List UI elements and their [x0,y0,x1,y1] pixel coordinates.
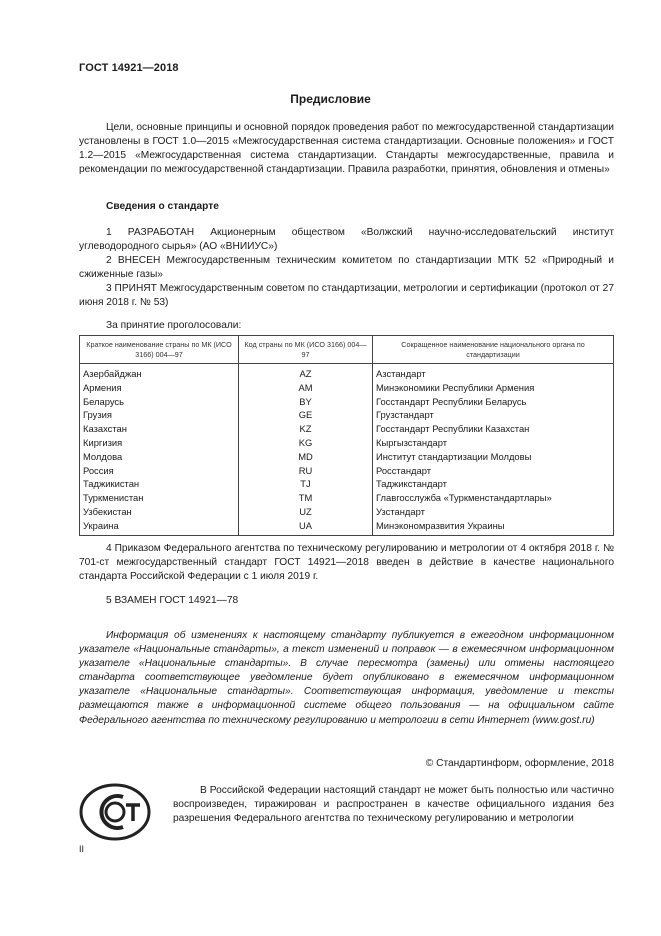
table-row [80,519,614,535]
item-enacted: 4 Приказом Федерального агентства по техническому регулированию и метрологии от 4 октября 2018 г. № 701-ст межгосударственный стандарт ГОСТ 14921—2018 введен в действие в качестве национального стандарта Российской Федерации с 1 июля 2019 г. [79,543,614,583]
item-replaces: 5 ВЗАМЕН ГОСТ 14921—78 [106,595,239,606]
table-cell-country: Киргизия [83,436,123,448]
table-cell-code: MD [239,450,373,464]
table-row [80,491,614,505]
table-cell-body: Росстандарт [376,464,431,476]
table-header-row [80,336,614,364]
table-cell-code: GE [239,408,373,422]
member-states-table [79,335,614,536]
table-row [80,477,614,491]
intro-paragraph: Цели, основные принципы и основной порядок проведения работ по межгосударственной стандартизации установлены в ГОСТ 1.0—2015 «Межгосударственная система стандартизации. Основные положения» и ГОСТ 1.2—2015 «Межгосударственная система стандартизации. Стандарты межгосударственные, правила и рекомендации по межгосударственной стандартизации. Правила разработки, принятия, обновления и отмены» [79,122,614,176]
table-row [80,436,614,450]
table-cell-country: Украина [83,519,119,531]
item-submitted: 2 ВНЕСЕН Межгосударственным техническим комитетом по стандартизации МТК 52 «Природный и сжиженные газы» [79,255,614,281]
info-notice: Информация об изменениях к настоящему стандарту публикуется в ежегодном информационном указателе «Национальные стандарты», а текст изменений и поправок — в ежемесячном информационном указателе «Национальные стандарты». В случае пересмотра (замены) или отмены настоящего стандарта соответствующее уведомление будет опубликовано в ежемесячном информационном указателе «Национальные стандарты». Соответствующая информация, уведомление и тексты размещаются также в информационной системе общего пользования — на официальном сайте Федерального агентства по техническому регулированию и метрологии в сети Интернет (www.gost.ru) [79,630,614,726]
table-cell-code: UZ [239,505,373,519]
item-developed: 1 РАЗРАБОТАН Акционерным обществом «Волжский научно-исследовательский институт углеводородного сырья» (АО «ВНИИУС») [79,227,614,253]
gost-r-certification-mark-icon [79,783,151,841]
table-row [80,505,614,519]
table-cell-country: Узбекистан [83,505,132,517]
table-row [80,422,614,436]
voted-label: За принятие проголосовали: [106,320,242,331]
table-row [80,464,614,478]
table-cell-code: RU [239,464,373,478]
table-cell-body: Минэкономразвития Украины [376,519,505,531]
document-header: ГОСТ 14921—2018 [79,62,179,74]
table-cell-code: BY [239,395,373,409]
table-body [80,364,614,536]
item-adopted: 3 ПРИНЯТ Межгосударственным советом по стандартизации, метрологии и сертификации (протокол от 27 июня 2018 г. № 53) [79,283,614,309]
table-cell-code: AM [239,381,373,395]
table-cell-country: Армения [83,381,122,393]
table-cell-code: TJ [239,477,373,491]
table-row [80,450,614,464]
table-cell-country: Туркменистан [83,492,144,504]
page-number: II [79,844,85,854]
table-cell-body: Кыргызстандарт [376,436,448,448]
section-subtitle: Сведения о стандарте [106,201,219,212]
table-cell-code: KG [239,436,373,450]
table-cell-body: Главгосслужба «Туркменстандартлары» [376,492,552,504]
column-header-country: Краткое наименование страны по МК (ИСО 3166) 004—97 [80,336,239,364]
table-cell-body: Узстандарт [376,505,425,517]
table-row [80,381,614,395]
legal-notice: В Российской Федерации настоящий стандарт не может быть полностью или частично воспроизведен, тиражирован и распространен в качестве официального издания без разрешения Федерального агентства по техническому регулированию и метрологии [173,785,614,825]
table-row [80,395,614,409]
table-cell-country: Беларусь [83,395,125,407]
column-header-code: Код страны по МК (ИСО 3166) 004—97 [239,336,373,364]
table-cell-body: Госстандарт Республики Казахстан [376,423,530,435]
table-cell-country: Таджикистан [83,478,140,490]
copyright-line: © Стандартинформ, оформление, 2018 [425,758,614,769]
table-cell-body: Азстандарт [376,368,426,379]
table-cell-country: Грузия [83,409,112,421]
table-cell-body: Таджикстандарт [376,478,447,490]
table-cell-country: Россия [83,464,114,476]
column-header-body: Сокращенное наименование национального органа по стандартизации [373,336,614,364]
table-row [80,364,614,381]
table-cell-body: Минэкономики Республики Армения [376,381,535,393]
table-cell-code: TM [239,491,373,505]
table-row [80,408,614,422]
table-cell-country: Казахстан [83,423,127,435]
table-cell-country: Молдова [83,450,123,462]
table-cell-body: Грузстандарт [376,409,434,421]
table-cell-country: Азербайджан [83,368,142,379]
table-cell-code: AZ [239,364,373,381]
table-cell-code: KZ [239,422,373,436]
table-cell-code: UA [239,519,373,535]
table-cell-body: Госстандарт Республики Беларусь [376,395,527,407]
page-title: Предисловие [290,92,371,106]
table-cell-body: Институт стандартизации Молдовы [376,450,532,462]
